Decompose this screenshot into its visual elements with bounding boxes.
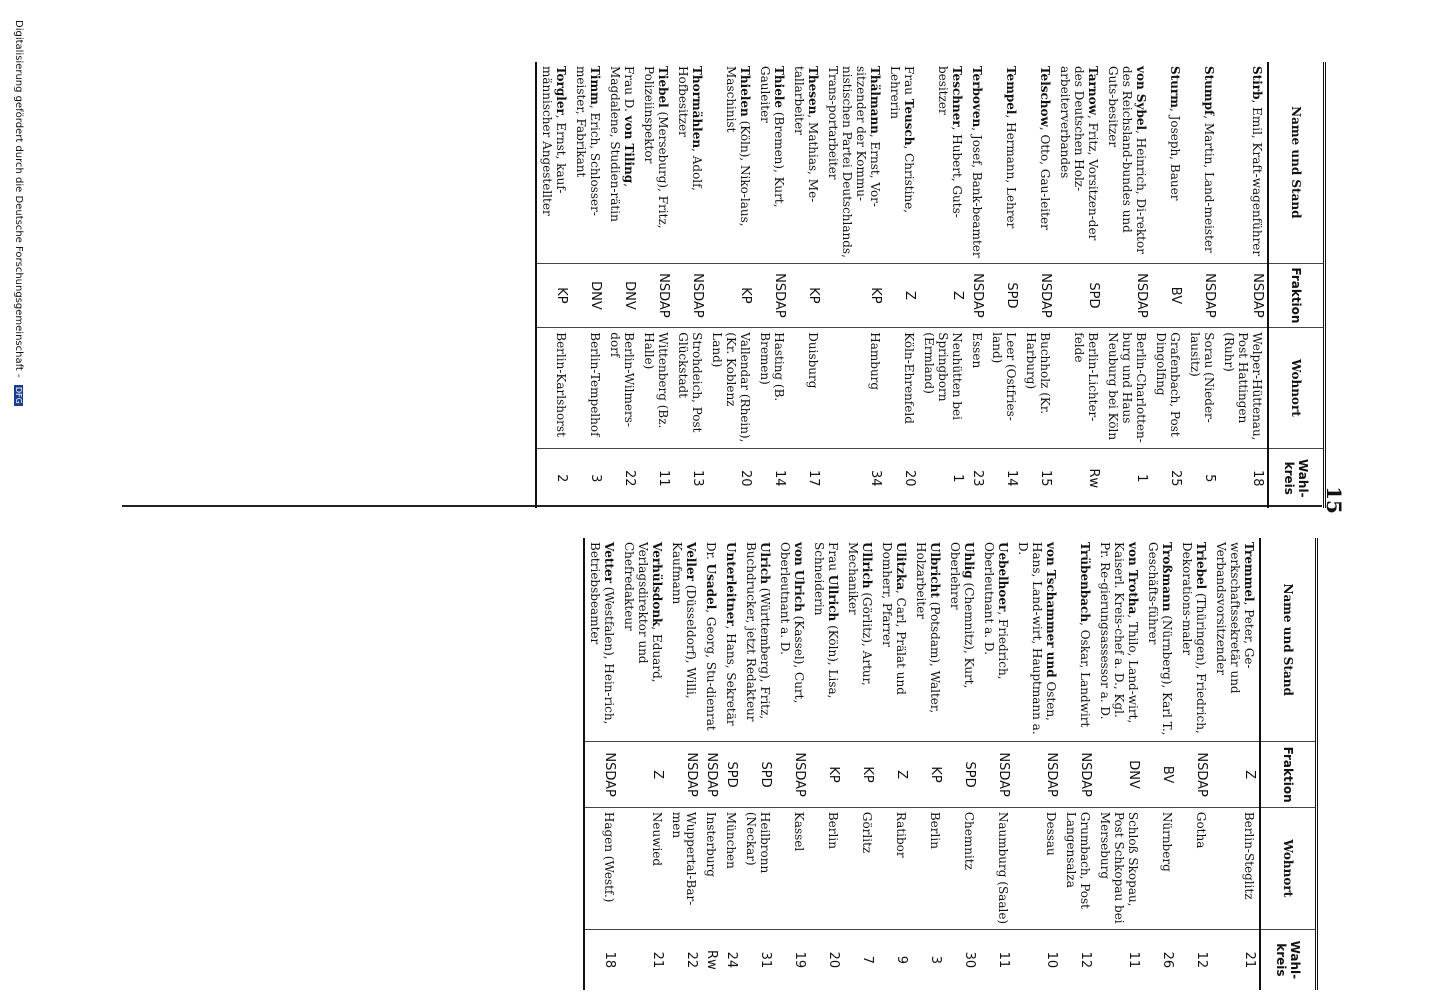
- member-fraktion: KP: [809, 742, 843, 808]
- member-name: Uhlig (Chemnitz), Kurt, Oberlehrer: [945, 538, 979, 742]
- member-name: von Sybel, Heinrich, Di-rektor des Reichsland-bundes und Guts-besitzer: [1103, 62, 1151, 263]
- table-row: [1103, 62, 1151, 508]
- member-table-left: [535, 62, 1326, 508]
- member-name: Teschner, Hubert, Guts-besitzer: [919, 62, 967, 263]
- member-name: Thormählen, Adolf, Hofbesitzer: [673, 62, 707, 263]
- member-wohnort: Sorau (Nieder-lausitz): [1185, 328, 1219, 448]
- member-fraktion: NSDAP: [639, 263, 673, 328]
- member-fraktion: Z: [919, 263, 967, 328]
- member-fraktion: NSDAP: [775, 742, 809, 808]
- member-wahlkreis: 2: [554, 474, 569, 483]
- member-name: Vetter (Westfalen), Hein-rich, Betriebsbeamter: [584, 538, 619, 742]
- member-wohnort: Berlin-Karlshorst: [536, 328, 571, 448]
- member-wahlkreis: 26: [1160, 951, 1175, 969]
- member-name: Tremmel, Peter, Ge-werkschaftssekretär und Verbandsvorsitzender: [1211, 538, 1260, 742]
- table-row: [1151, 62, 1185, 508]
- member-wohnort: Neuhütten bei Springborn (Ermland): [919, 328, 967, 448]
- member-wohnort: Berlin: [809, 807, 843, 929]
- dfg-logo-icon: DFG: [14, 386, 23, 404]
- member-fraktion: NSDAP: [584, 742, 619, 808]
- member-wohnort: Hagen (Westf.): [584, 807, 619, 929]
- table-row: [619, 538, 667, 990]
- member-wohnort: Grafenbach, Post Dingolfing: [1151, 328, 1185, 448]
- member-fraktion: NSDAP: [755, 263, 789, 328]
- member-name: von Trotha, Thilo, Land-wirt, Kaiserl. Kreis-chef a. D., Kgl. Pr. Re-gierungsassessor a. D.: [1095, 538, 1143, 742]
- member-table-right: [583, 538, 1318, 990]
- member-wahlkreis: Rw: [704, 950, 719, 970]
- table-row: [1185, 62, 1219, 508]
- table-row: [1095, 538, 1143, 990]
- header-wahlkreis: Wahl-kreis: [1268, 448, 1325, 508]
- table-row: [809, 538, 843, 990]
- member-wohnort: Görlitz: [843, 807, 877, 929]
- member-wohnort: Berlin-Wilmers-dorf: [605, 328, 639, 448]
- member-name: Triebel (Thüringen), Friedrich, Dekorations-maler: [1177, 538, 1211, 742]
- member-wohnort: Heilbronn (Neckar): [741, 807, 775, 929]
- member-wahlkreis: 18: [1250, 470, 1265, 487]
- member-wohnort: München: [721, 807, 741, 929]
- member-name: Tiebel (Merseburg), Fritz, Polizeiinspektor: [639, 62, 673, 263]
- member-wohnort: Duisburg: [789, 328, 823, 448]
- member-wohnort: Gotha: [1177, 807, 1211, 929]
- member-wohnort: Essen: [967, 328, 987, 448]
- member-wahlkreis: 20: [902, 470, 917, 487]
- member-name: Torgler, Ernst, kauf-männischer Angestellter: [536, 62, 571, 263]
- table-row: [843, 538, 877, 990]
- table-row: [721, 538, 741, 990]
- table-row: [755, 62, 789, 508]
- member-wohnort: Dessau: [1013, 807, 1061, 929]
- member-wahlkreis: 20: [826, 951, 841, 969]
- table-row: [584, 538, 619, 990]
- page-number: 15: [1322, 486, 1346, 514]
- table-row: [823, 62, 885, 508]
- header-name: Name und Stand: [1268, 62, 1325, 263]
- member-wahlkreis: 1: [950, 474, 965, 483]
- member-name: Sturm, Joseph, Bauer: [1151, 62, 1185, 263]
- member-name: Terboven, Josef, Bank-beamter: [967, 62, 987, 263]
- member-wohnort: Berlin: [911, 807, 945, 929]
- table-row: [605, 62, 639, 508]
- table-row: [1055, 62, 1103, 508]
- member-fraktion: NSDAP: [1185, 263, 1219, 328]
- member-fraktion: BV: [1143, 742, 1177, 808]
- member-wahlkreis: 18: [602, 951, 617, 969]
- table-row: [1021, 62, 1055, 508]
- member-wahlkreis: 1: [1134, 474, 1149, 483]
- member-fraktion: DNV: [1095, 742, 1143, 808]
- member-fraktion: NSDAP: [1021, 263, 1055, 328]
- table-row: [639, 62, 673, 508]
- table-row: [701, 538, 721, 990]
- member-wahlkreis: 10: [1044, 951, 1059, 969]
- member-wahlkreis: 34: [868, 470, 883, 487]
- member-wahlkreis: 24: [724, 951, 739, 969]
- member-wohnort: Neuwied: [619, 807, 667, 929]
- member-wohnort: Leer (Ostfries-land): [987, 328, 1021, 448]
- member-wohnort: Naumburg (Saale): [979, 807, 1013, 929]
- member-name: Ulitzka, Carl, Prälat und Domherr, Pfarrer: [877, 538, 911, 742]
- member-wohnort: Grumbach, Post Langensalza: [1061, 807, 1095, 929]
- member-wohnort: Hasting (B. Bremen): [755, 328, 789, 448]
- table-row: [911, 538, 945, 990]
- member-name: Thesen, Mathias, Me-tallarbeiter: [789, 62, 823, 263]
- member-name: Thälmann, Ernst, Vor-sitzender der Kommu-nistischen Partei Deutschlands, Trans-portarbeiter: [823, 62, 885, 263]
- member-fraktion: NSDAP: [967, 263, 987, 328]
- member-wohnort: Strohdeich, Post Glückstadt: [673, 328, 707, 448]
- member-wahlkreis: 23: [970, 470, 985, 487]
- table-row: [967, 62, 987, 508]
- table-row: [877, 538, 911, 990]
- member-name: Ullrich (Görlitz), Artur, Mechaniker: [843, 538, 877, 742]
- member-name: von Tschammer und Osten, Hans, Land-wirt, Hauptmann a. D.: [1013, 538, 1061, 742]
- member-fraktion: Z: [1211, 742, 1260, 808]
- member-name: Frau D. von Tiling, Magdalene, Studien-rätin: [605, 62, 639, 263]
- member-name: Thielen (Köln), Niko-laus, Maschinist: [707, 62, 755, 263]
- member-fraktion: NSDAP: [1103, 263, 1151, 328]
- member-fraktion: SPD: [1055, 263, 1103, 328]
- member-fraktion: NSDAP: [673, 263, 707, 328]
- member-wahlkreis: 3: [588, 474, 603, 483]
- member-wahlkreis: 25: [1168, 470, 1183, 487]
- header-wahlkreis: Wahl-kreis: [1260, 929, 1317, 990]
- table-row: [1177, 538, 1211, 990]
- table-row: [1061, 538, 1095, 990]
- member-name: Veller (Düsseldorf), Willi, Kaufmann: [667, 538, 701, 742]
- table-row: [979, 538, 1013, 990]
- member-wohnort: Berlin-Lichter-felde: [1055, 328, 1103, 448]
- member-wahlkreis: 22: [622, 470, 637, 487]
- member-fraktion: NSDAP: [1177, 742, 1211, 808]
- digitization-credit: [13, 20, 24, 980]
- table-row: [741, 538, 775, 990]
- header-wohnort: Wohnort: [1260, 807, 1317, 929]
- member-name: von Ulrich (Kassel), Curt, Oberleutnant a. D.: [775, 538, 809, 742]
- member-name: Telschow, Otto, Gau-leiter: [1021, 62, 1055, 263]
- member-name: Dr. Usadel, Georg, Stu-dienrat: [701, 538, 721, 742]
- member-wohnort: Berlin-Tempelhof: [571, 328, 605, 448]
- member-fraktion: KP: [823, 263, 885, 328]
- member-fraktion: Z: [877, 742, 911, 808]
- member-wohnort: Vallendar (Rhein), (Kr. Koblenz Land): [707, 328, 755, 448]
- member-wahlkreis: 31: [758, 951, 773, 969]
- member-wahlkreis: 13: [690, 470, 705, 487]
- member-wohnort: Berlin-Steglitz: [1211, 807, 1260, 929]
- member-name: Frau Ullrich (Köln), Lisa, Schneiderin: [809, 538, 843, 742]
- member-fraktion: NSDAP: [979, 742, 1013, 808]
- member-fraktion: NSDAP: [1013, 742, 1061, 808]
- table-row: [1143, 538, 1177, 990]
- member-wahlkreis: 12: [1078, 951, 1093, 969]
- member-wohnort: Kassel: [775, 807, 809, 929]
- member-name: Tarnow, Fritz, Vorsitzen-der des Deutschen Holz-arbeiterverbandes: [1055, 62, 1103, 263]
- member-wohnort: Insterburg: [701, 807, 721, 929]
- member-wohnort: Buchholz (Kr. Harburg): [1021, 328, 1055, 448]
- member-fraktion: Z: [885, 263, 919, 328]
- member-fraktion: DNV: [571, 263, 605, 328]
- member-wahlkreis: 22: [684, 951, 699, 969]
- member-fraktion: NSDAP: [667, 742, 701, 808]
- member-wohnort: Köln-Ehrenfeld: [885, 328, 919, 448]
- member-fraktion: KP: [707, 263, 755, 328]
- member-name: Troßmann (Nürnberg), Karl T., Geschäfts-führer: [1143, 538, 1177, 742]
- member-wohnort: Ratibor: [877, 807, 911, 929]
- table-row: [673, 62, 707, 508]
- member-wahlkreis: 15: [1038, 470, 1053, 487]
- table-row: [987, 62, 1021, 508]
- member-wahlkreis: 14: [772, 470, 787, 487]
- member-wahlkreis: 19: [792, 951, 807, 969]
- table-row: [775, 538, 809, 990]
- member-name: Thiele (Bremen), Kurt, Gauleiter: [755, 62, 789, 263]
- member-wahlkreis: 11: [996, 951, 1011, 969]
- table-row: [536, 62, 571, 508]
- header-name: Name und Stand: [1260, 538, 1317, 742]
- member-fraktion: NSDAP: [1219, 263, 1268, 328]
- member-wohnort: Welper-Hüttenau, Post Hattingen (Ruhr): [1219, 328, 1268, 448]
- member-name: Tempel, Hermann, Lehrer: [987, 62, 1021, 263]
- member-fraktion: DNV: [605, 263, 639, 328]
- member-wohnort: Schloß Skopau, Post Schkopau bei Merseburg: [1095, 807, 1143, 929]
- table-row: [1211, 538, 1260, 990]
- table-row: [919, 62, 967, 508]
- member-wohnort: Chemnitz: [945, 807, 979, 929]
- member-fraktion: SPD: [987, 263, 1021, 328]
- member-fraktion: SPD: [721, 742, 741, 808]
- member-fraktion: KP: [911, 742, 945, 808]
- member-name: Timm, Erich, Schlosser-meister, Fabrikant: [571, 62, 605, 263]
- member-name: Frau Teusch, Christine, Lehrerin: [885, 62, 919, 263]
- member-fraktion: BV: [1151, 263, 1185, 328]
- table-row: [571, 62, 605, 508]
- table-row: [1219, 62, 1268, 508]
- member-wahlkreis: 21: [1242, 951, 1257, 969]
- member-wohnort: Nürnberg: [1143, 807, 1177, 929]
- member-fraktion: NSDAP: [701, 742, 721, 808]
- member-wahlkreis: 5: [1202, 474, 1217, 483]
- member-fraktion: NSDAP: [1061, 742, 1095, 808]
- member-wahlkreis: 11: [1126, 951, 1141, 969]
- member-name: Stirb, Emil, Kraft-wagenführer: [1219, 62, 1268, 263]
- header-fraktion: Fraktion: [1260, 742, 1317, 808]
- member-wahlkreis: 30: [962, 951, 977, 969]
- table-row: [1013, 538, 1061, 990]
- member-wahlkreis: 11: [656, 470, 671, 487]
- table-row: [945, 538, 979, 990]
- member-name: Uebelhoer, Friedrich, Oberleutnant a. D.: [979, 538, 1013, 742]
- table-row: [667, 538, 701, 990]
- member-wohnort: Wittenberg (Bz. Halle): [639, 328, 673, 448]
- member-fraktion: KP: [843, 742, 877, 808]
- member-wohnort: Wuppertal-Bar-men: [667, 807, 701, 929]
- member-wohnort: Hamburg: [823, 328, 885, 448]
- credit-text: Digitalisierung gefördert durch die Deutsche Forschungsgemeinschaft -: [13, 20, 24, 378]
- member-name: Ulbricht (Potsdam), Walter, Holzarbeiter: [911, 538, 945, 742]
- member-wahlkreis: 20: [738, 470, 753, 487]
- member-fraktion: SPD: [945, 742, 979, 808]
- member-wahlkreis: 17: [806, 470, 821, 487]
- member-fraktion: Z: [619, 742, 667, 808]
- member-name: Stumpf, Martin, Land-meister: [1185, 62, 1219, 263]
- table-row: [707, 62, 755, 508]
- table-row: [789, 62, 823, 508]
- member-wahlkreis: 9: [894, 955, 909, 965]
- member-wahlkreis: 12: [1194, 951, 1209, 969]
- member-fraktion: SPD: [741, 742, 775, 808]
- member-name: Verhülsdonk, Eduard, Verlagsdirektor und Chefredakteur: [619, 538, 667, 742]
- member-wahlkreis: 21: [650, 951, 665, 969]
- header-fraktion: Fraktion: [1268, 263, 1325, 328]
- member-wahlkreis: 3: [928, 955, 943, 965]
- member-name: Trübenbach, Oskar, Landwirt: [1061, 538, 1095, 742]
- table-row: [885, 62, 919, 508]
- member-wahlkreis: 7: [860, 955, 875, 965]
- member-name: Unterleitner, Hans, Sekretär: [721, 538, 741, 742]
- member-fraktion: KP: [789, 263, 823, 328]
- member-fraktion: KP: [536, 263, 571, 328]
- member-name: Ulrich (Württemberg), Fritz, Buchdrucker, jetzt Redakteur: [741, 538, 775, 742]
- header-wohnort: Wohnort: [1268, 328, 1325, 448]
- member-wahlkreis: 14: [1004, 470, 1019, 487]
- member-wahlkreis: Rw: [1086, 468, 1101, 489]
- member-wohnort: Berlin-Charlotten-burg und Haus Neuburg bei Köln: [1103, 328, 1151, 448]
